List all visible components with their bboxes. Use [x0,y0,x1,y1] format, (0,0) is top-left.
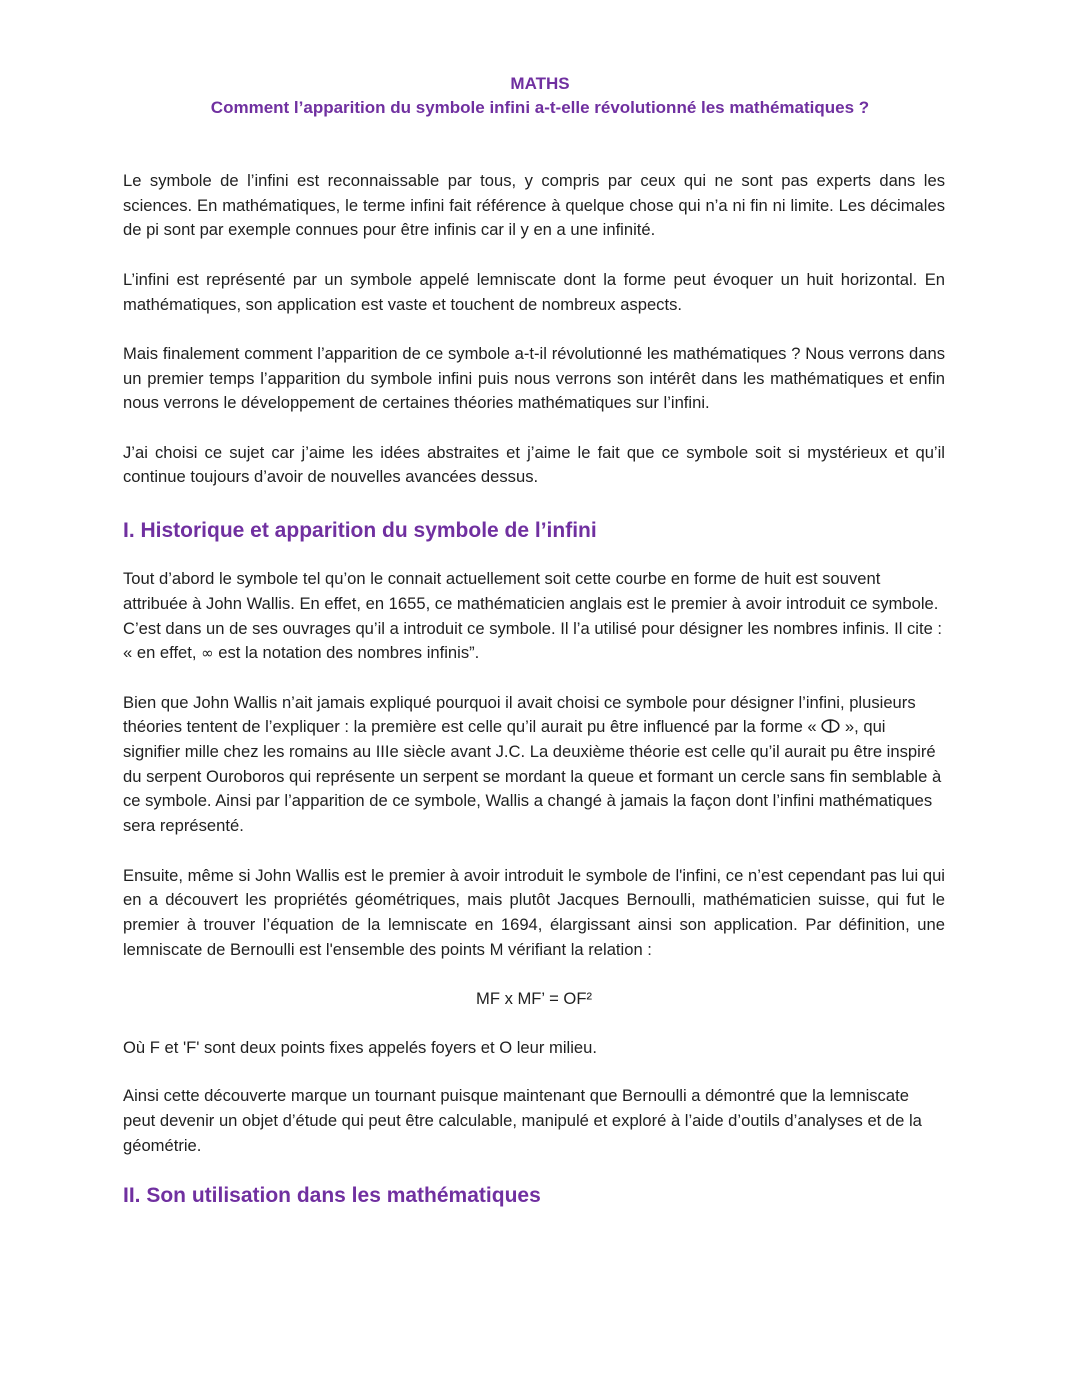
document-header [0,72,1080,120]
section-1-paragraph-5: Ainsi cette découverte marque un tournant puisque maintenant que Bernoulli a démontré que la lemniscate peut devenir un objet d’étude qui peut être calculable, manipulé et exploré à l’aide d’outils d’analyses et de la géométrie. [123,1086,922,1155]
intro-paragraph-2: L’infini est représenté par un symbole appelé lemniscate dont la forme peut évoquer un huit horizontal. En mathématiques, son application est vaste et touchent de nombreux aspects. [123,269,945,314]
document-body [123,169,945,1211]
problem-question: Comment l’apparition du symbole infini a-t-elle révolutionné les mathématiques ? [210,98,870,117]
section-1-heading: I. Historique et apparition du symbole de l’infini [123,519,597,543]
intro-paragraph-1: Le symbole de l’infini est reconnaissable par tous, y compris par ceux qui ne sont pas experts dans les sciences. En mathématiques, le terme infini fait référence à quelque chose qui n’a ni fin ni limite. Les décimales de pi sont par exemple connues pour être infinis car il y en a une infinité. [123,171,945,240]
roman-thousand-icon [821,719,840,733]
paragraph-text: », qui signifier mille chez les romains au IIIe siècle avant J.C. La deuxième théorie est celle qu’il aurait pu être inspiré du serpent Ouroboros qui représente un serpent se mordant la queue et formant un cercle sans fin semblable à ce symbole. Ainsi par l’apparition de ce symbole, Wallis a changé à jamais la façon dont l’infini mathématiques sera représenté. [123,717,942,836]
lemniscate-formula: MF x MF’ = OF² [476,989,592,1008]
paragraph-text: est la notation des nombres infinis”. [213,643,480,663]
intro-paragraph-4: J’ai choisi ce sujet car j’aime les idées abstraites et j’aime le fait que ce symbole soit si mystérieux et qu’il continue toujours d’avoir de nouvelles avancées dessus. [123,442,945,487]
section-1-paragraph-2 [123,691,945,839]
section-1-paragraph-3: Ensuite, même si John Wallis est le premier à avoir introduit le symbole de l'infini, ce n’est cependant pas lui qui en a découvert les propriétés géométriques, mais plutôt Jacques Bernoulli, mathématicien suisse, qui fut le premier à trouver l’équation de la lemniscate en 1694, élargissant ainsi son application. Par définition, une lemniscate de Bernoulli est l'ensemble des points M vérifiant la relation : [123,865,945,959]
paragraph-text: Bien que John Wallis n’ait jamais expliqué pourquoi il avait choisi ce symbole pour désigner l’infini, plusieurs théories tentent de l’expliquer : la première est celle qu’il aurait pu être influencé par la forme « [123,692,916,737]
paragraph-text: Tout d’abord le symbole tel qu’on le connait actuellement soit cette courbe en forme de huit est souvent attribuée à John Wallis. En effet, en 1655, ce mathématicien anglais est le premier à avoir introduit ce symbole. C’est dans un de ses ouvrages qu’il a introduit ce symbole. Il l’a utilisé pour désigner les nombres infinis. Il cite : « en effet, [123,569,943,663]
subject-title: MATHS [510,74,570,93]
section-1-paragraph-4: Où F et 'F' sont deux points fixes appelés foyers et O leur milieu. [123,1037,597,1057]
infinity-symbol: ∞ [201,644,214,663]
intro-paragraph-3: Mais finalement comment l’apparition de ce symbole a-t-il révolutionné les mathématiques ? Nous verrons dans un premier temps l’apparition du symbole infini puis nous verrons son intérêt dans les mathématiques et enfin nous verrons le développement de certaines théories mathématiques sur l’infini. [123,343,945,413]
section-1-paragraph-1 [123,567,945,666]
section-2-heading: II. Son utilisation dans les mathématiques [123,1183,541,1207]
